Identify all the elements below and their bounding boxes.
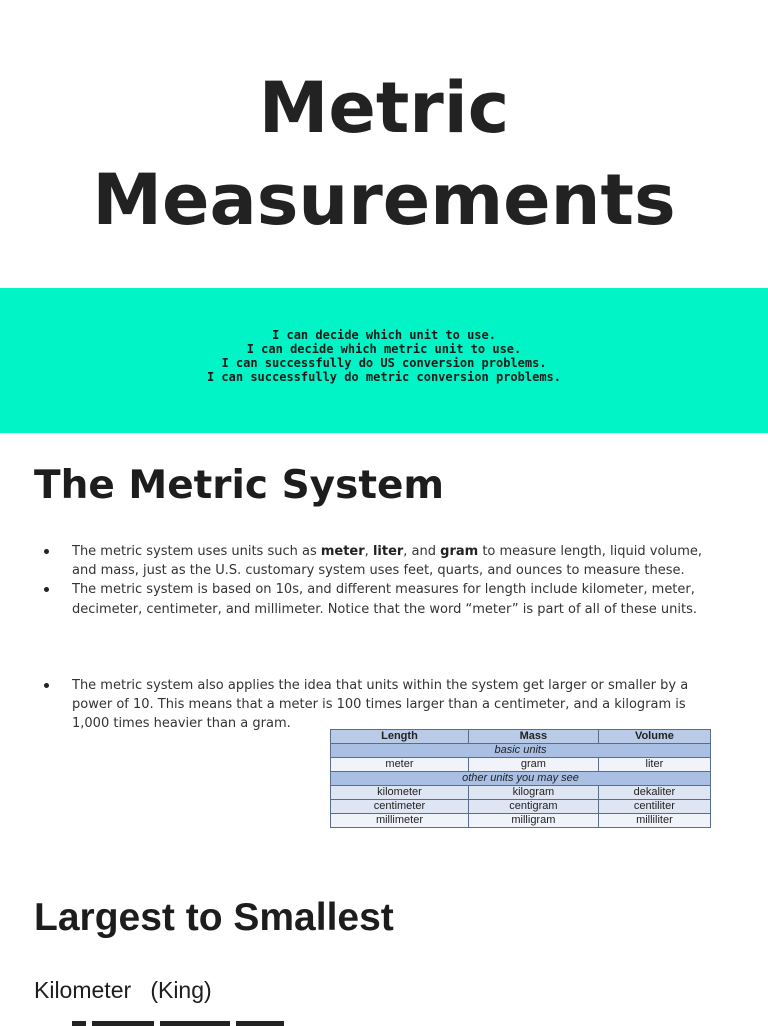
table-cell: centigram [468,800,598,814]
table-header: Length [331,730,469,744]
bullet-text: The metric system uses units such as [72,544,321,559]
table-header: Volume [598,730,710,744]
bullet-text: , and [403,544,441,559]
table-subheader: other units you may see [331,772,711,786]
table-cell: kilogram [468,786,598,800]
metric-units-table [330,729,711,828]
table-cell: centimeter [331,800,469,814]
table-cell: milliliter [598,814,710,828]
page-title [0,62,768,246]
table-cell: dekaliter [598,786,710,800]
objective-line: I can successfully do US conversion problems. [221,356,547,370]
section-heading-largest-to-smallest: Largest to Smallest [34,896,394,939]
table-cell: gram [468,758,598,772]
objectives-banner [0,288,768,433]
bullet-list [72,542,712,619]
bullet-item [72,542,712,580]
bold-term-liter: liter [372,544,404,559]
objective-line: I can decide which metric unit to use. [246,342,522,356]
section-heading-metric-system: The Metric System [34,463,445,508]
table-cell: kilometer [331,786,469,800]
objective-line: I can successfully do metric conversion problems. [206,370,561,384]
table-cell: milligram [468,814,598,828]
table-cell: millimeter [331,814,469,828]
title-line-2: Measurements [92,159,676,241]
bullet-text: , [364,544,373,559]
objective-line: I can decide which unit to use. [272,328,496,342]
table-header: Mass [468,730,598,744]
objectives-list [0,328,768,384]
table-subheader: basic units [331,744,711,758]
bullet-text: to measure length, liquid volume, and mass, just as the U.S. customary system uses feet, quarts, and ounces to measure these. [72,544,703,579]
table-cell: liter [598,758,710,772]
bold-term-meter: meter [320,544,365,559]
table-cell: meter [331,758,469,772]
bullet-item: The metric system is based on 10s, and different measures for length include kilometer, meter, decimeter, centimeter, and millimeter. Notice that the word “meter” is part of all of these units. [72,580,712,618]
title-line-1: Metric [258,67,510,149]
table-cell: centiliter [598,800,710,814]
bullet-list [72,676,712,734]
bullet-item: The metric system also applies the idea that units within the system get larger or smaller by a power of 10. This means that a meter is 100 times larger than a centimeter, and a kilogram is 1,000 times heavier than a gram. [72,676,712,734]
list-item-kilometer: Kilometer (King) [34,977,212,1003]
bold-term-gram: gram [440,544,479,559]
cropped-text-line [72,1016,332,1026]
